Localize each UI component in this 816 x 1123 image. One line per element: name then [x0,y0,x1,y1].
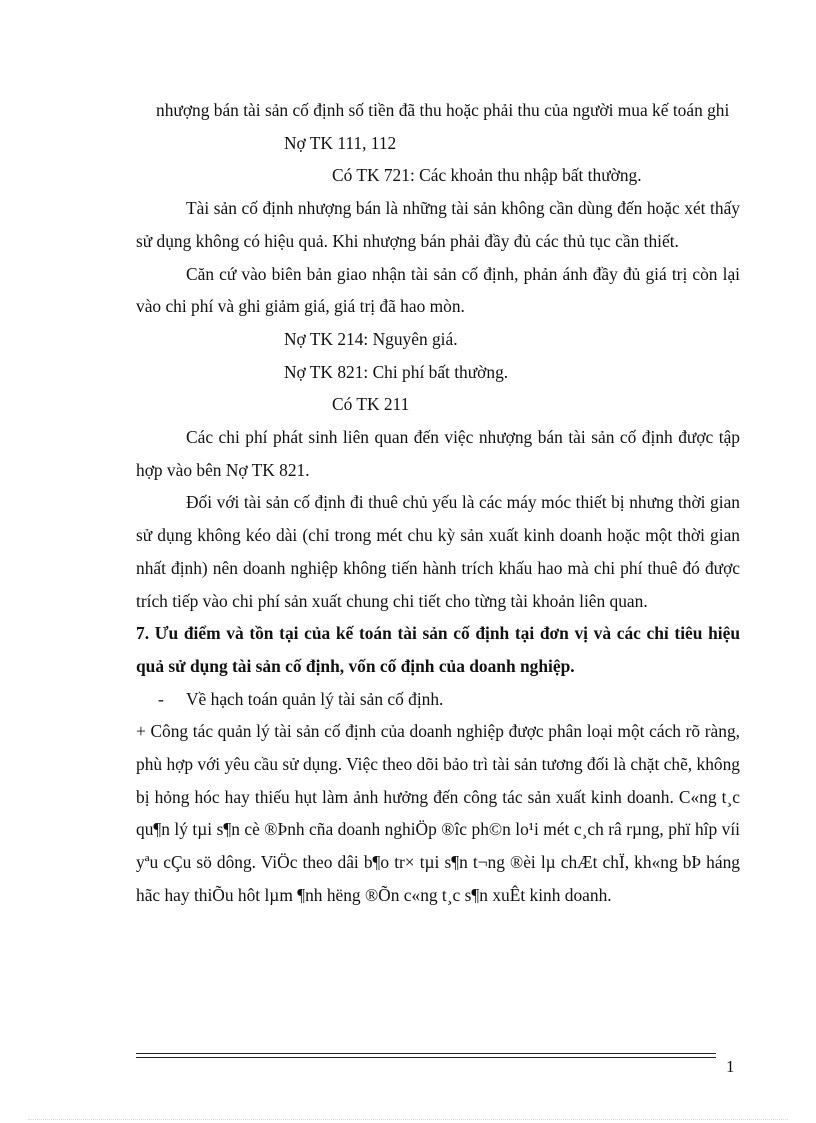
paragraph-continuation: nhượng bán tài sản cố định số tiền đã thu hoặc phải thu của người mua kế toán ghi [156,100,730,120]
page-number: 1 [726,1057,735,1076]
journal-entry-debit-214: Nợ TK 214: Nguyên giá. [284,328,458,349]
paragraph-leased-assets: Đối với tài sản cố định đi thuê chủ yếu là các máy móc thiết bị nhưng thời gian sử dụng không kéo dài (chỉ trong mét chu kỳ sản xuất kinh doanh hoặc một thời gian nhất định) nên doanh nghiệp không tiến hành trích khấu hao mà chi phí thuê đó được trích tiếp vào chi phí sản xuất chung chi tiết cho từng tài khoản liên quan. [136,492,740,611]
paragraph-disposal-costs: Các chi phí phát sinh liên quan đến việc nhượng bán tài sản cố định được tập hợp vào bên Nợ TK 821. [136,427,740,480]
bullet-item [136,683,740,716]
journal-entry-credit-721: Có TK 721: Các khoản thu nhập bất thường. [332,165,642,186]
page-edge-dotted-line [28,1119,788,1120]
journal-entry-credit-211: Có TK 211 [332,394,410,415]
paragraph-management: + Công tác quản lý tài sản cố định của doanh nghiệp được phân loại một cách rõ ràng, phù hợp với yêu cầu sử dụng. Việc theo dõi bảo trì tài sản tương đối là chặt chẽ, không bị hỏng hóc hay thiếu hụt làm ảnh hưởng đến công tác sản xuất kinh doanh. C«ng t¸c qu¶n lý tµi s¶n cè ®Þnh cña doanh nghiÖp ®îc ph©n lo¹i mét c¸ch râ rµng, phï hîp víi yªu cÇu sö dông. ViÖc theo dâi b¶o tr× tµi s¶n t¬ng ®èi lµ chÆt chÏ, kh«ng bÞ háng hãc hay thiÕu hôt lµm ¶nh hëng ®Õn c«ng t¸c s¶n xuÊt kinh doanh. [136,721,740,905]
paragraph-handover-record: Căn cứ vào biên bản giao nhận tài sản cố định, phản ánh đầy đủ giá trị còn lại vào chi phí và ghi giảm giá, giá trị đã hao mòn. [136,263,740,317]
page-body [136,94,740,912]
section-heading-7: 7. Ưu điểm và tồn tại của kế toán tài sản cố định tại đơn vị và các chỉ tiêu hiệu quả sử dụng tài sản cố định, vốn cố định của doanh nghiệp. [136,623,740,676]
journal-entry-debit-821: Nợ TK 821: Chi phí bất thường. [284,361,509,382]
paragraph-disposal-assets: Tài sản cố định nhượng bán là những tài sản không cần dùng đến hoặc xét thấy sử dụng không có hiệu quả. Khi nhượng bán phải đầy đủ các thủ tục cần thiết. [136,198,740,251]
footer-double-rule [136,1053,716,1058]
bullet-dash: - [158,688,164,709]
journal-entry-debit-111-112: Nợ TK 111, 112 [284,132,397,153]
bullet-text: Về hạch toán quản lý tài sản cố định. [186,688,444,709]
